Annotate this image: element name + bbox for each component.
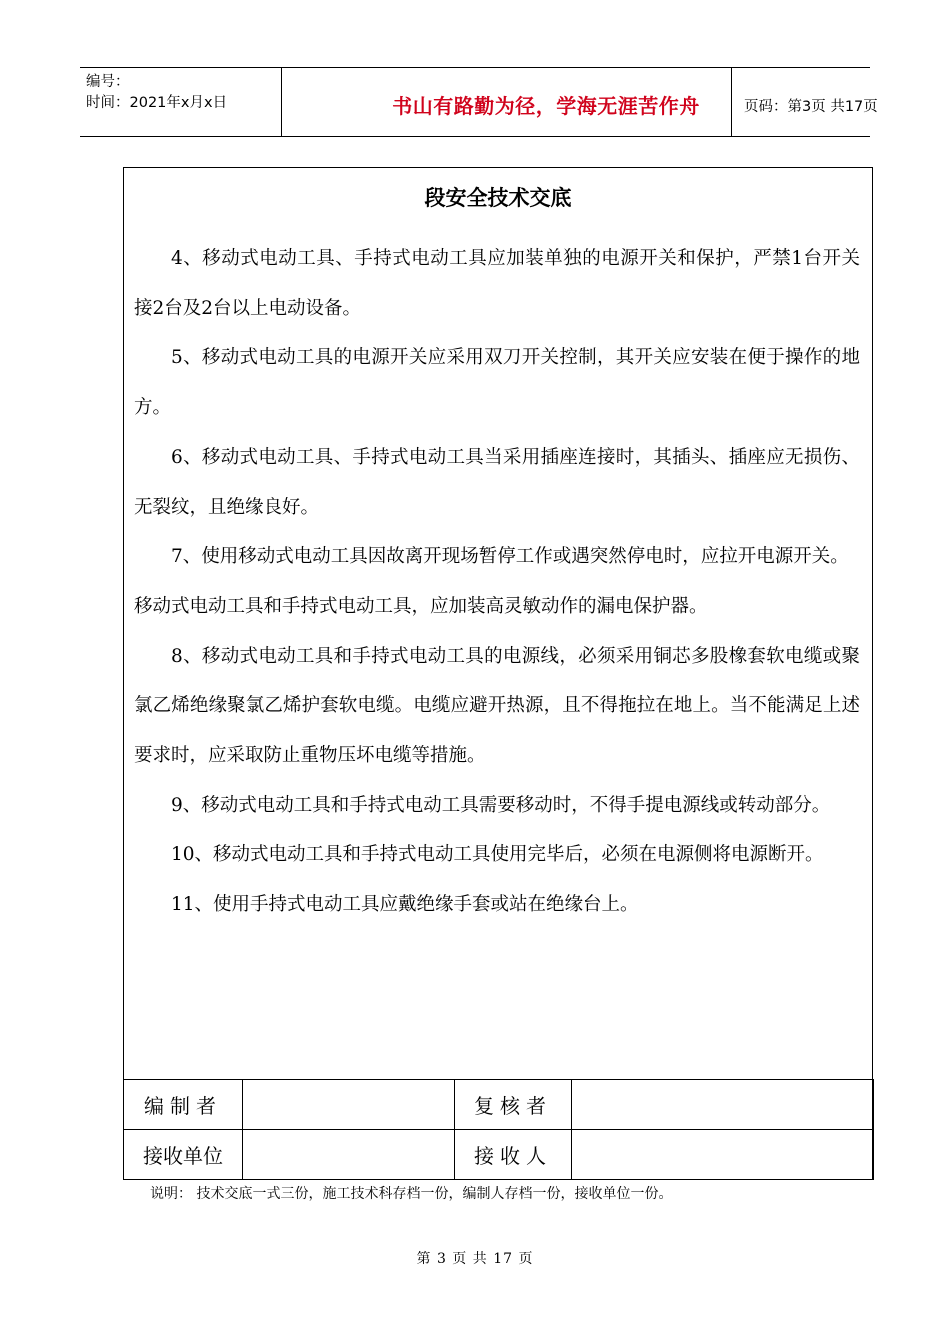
paragraph-item-5: 5、移动式电动工具的电源开关应采用双刀开关控制，其开关应安装在便于操作的地方。 bbox=[134, 347, 860, 419]
form-note: 说明： 技术交底一式三份，施工技术科存档一份，编制人存档一份，接收单位一份。 bbox=[150, 1186, 673, 1202]
date-label: 时间：2021年x月x日 bbox=[86, 95, 228, 111]
compiler-label: 编制者 bbox=[124, 1080, 243, 1130]
paragraph-leakage-protector: 移动式电动工具和手持式电动工具，应加装高灵敏动作的漏电保护器。 bbox=[134, 595, 708, 617]
header-divider bbox=[281, 68, 282, 136]
paragraph-item-4: 4、移动式电动工具、手持式电动工具应加装单独的电源开关和保护，严禁1台开关接2台及2台以上电动设备。 bbox=[134, 248, 860, 319]
signature-table bbox=[123, 1079, 874, 1180]
receiver-label: 接收人 bbox=[455, 1130, 572, 1180]
reviewer-field[interactable] bbox=[572, 1080, 874, 1130]
disclosure-form bbox=[123, 167, 873, 1180]
header-meta bbox=[86, 72, 276, 114]
serial-number-label: 编号： bbox=[86, 74, 130, 90]
header-page-info: 页码：第3页 共17页 bbox=[744, 99, 878, 115]
page-footer: 第 3 页 共 17 页 bbox=[416, 1251, 534, 1267]
paragraph-item-11: 11、使用手持式电动工具应戴绝缘手套或站在绝缘台上。 bbox=[171, 894, 639, 916]
page-header bbox=[80, 67, 878, 137]
paragraph-item-7: 7、使用移动式电动工具因故离开现场暂停工作或遇突然停电时，应拉开电源开关。 bbox=[171, 546, 849, 568]
reviewer-label: 复核者 bbox=[455, 1080, 572, 1130]
receiving-unit-field[interactable] bbox=[243, 1130, 455, 1180]
paragraph-item-6: 6、移动式电动工具、手持式电动工具当采用插座连接时，其插头、插座应无损伤、无裂纹，且绝缘良好。 bbox=[134, 446, 860, 518]
compiler-field[interactable] bbox=[243, 1080, 455, 1130]
form-title: 段安全技术交底 bbox=[424, 186, 572, 210]
header-motto: 书山有路勤为径，学海无涯苦作舟 bbox=[392, 94, 700, 118]
paragraph-item-8: 8、移动式电动工具和手持式电动工具的电源线，必须采用铜芯多股橡套软电缆或聚氯乙烯绝缘聚氯乙烯护套软电缆。电缆应避开热源，且不得拖拉在地上。当不能满足上述要求时，应采取防止重物压坏电缆等措施。 bbox=[134, 645, 860, 767]
form-body bbox=[134, 234, 860, 930]
table-row bbox=[124, 1080, 874, 1130]
header-divider bbox=[731, 68, 732, 136]
receiving-unit-label: 接收单位 bbox=[124, 1130, 243, 1180]
table-row bbox=[124, 1130, 874, 1180]
paragraph-item-10: 10、移动式电动工具和手持式电动工具使用完毕后，必须在电源侧将电源断开。 bbox=[171, 844, 824, 866]
paragraph-item-9: 9、移动式电动工具和手持式电动工具需要移动时，不得手提电源线或转动部分。 bbox=[171, 794, 831, 816]
receiver-field[interactable] bbox=[572, 1130, 874, 1180]
